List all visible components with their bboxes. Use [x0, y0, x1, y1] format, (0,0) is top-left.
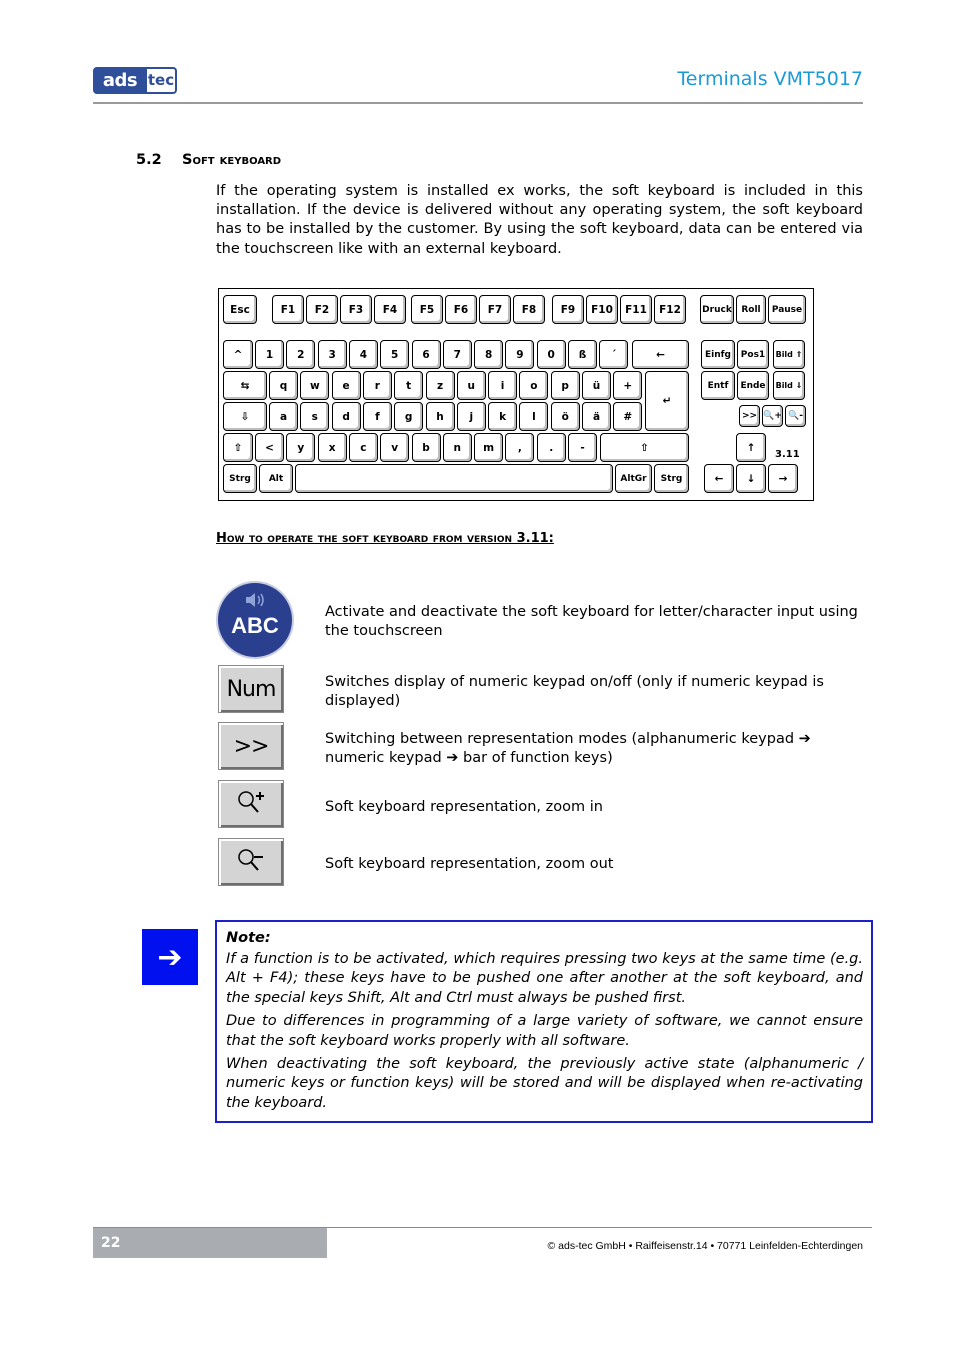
- document-title: Terminals VMT5017: [677, 68, 863, 90]
- note-paragraph: If a function is to be activated, which requires pressing two keys at the same time (e.g. Alt + F4); these keys have to be pushed one after another at the soft keyboard, and the special keys Shift, Alt and Ctrl must always be pushed first.: [226, 951, 863, 1006]
- switch-mode-icon: [218, 722, 284, 770]
- key-function: F9: [552, 295, 584, 324]
- key-enter: ↵: [645, 371, 689, 431]
- key-strg-left: Strg: [223, 464, 257, 493]
- key-function: F10: [586, 295, 618, 324]
- key-letter: r: [363, 371, 392, 400]
- magnifier-minus-icon: [234, 846, 268, 878]
- key-strg-right: Strg: [654, 464, 689, 493]
- soft-keyboard-figure: [218, 288, 814, 501]
- key-mode-switch: >>: [739, 405, 760, 427]
- key-number: ß: [568, 340, 597, 369]
- key-number: 9: [505, 340, 534, 369]
- footer-address: © ads-tec GmbH • Raiffeisenstr.14 • 70771 Leinfelden-Echterdingen: [547, 1240, 863, 1252]
- key-shift-left: ⇧: [223, 433, 253, 462]
- switch-mode-label: >>: [233, 733, 269, 759]
- abc-description: Activate and deactivate the soft keyboard for letter/character input using the touchscreen: [325, 604, 858, 640]
- key-letter: c: [349, 433, 378, 462]
- ads-tec-logo: [93, 67, 177, 94]
- key-letter: w: [300, 371, 329, 400]
- key-letter: <: [255, 433, 284, 462]
- key-letter: g: [394, 402, 423, 431]
- key-esc: Esc: [223, 295, 257, 324]
- key-letter: ä: [582, 402, 611, 431]
- section-number: 5.2: [136, 152, 162, 168]
- key-letter: u: [457, 371, 486, 400]
- key-arrow-right: →: [768, 464, 798, 493]
- page-number: 22: [101, 1235, 121, 1251]
- key-caret: ^: [223, 340, 253, 369]
- key-arrow-left: ←: [704, 464, 734, 493]
- key-letter: .: [537, 433, 566, 462]
- key-number: 4: [349, 340, 378, 369]
- key-letter: d: [332, 402, 361, 431]
- logo-ads-part: ads: [93, 67, 147, 94]
- key-capslock: ⇩: [223, 402, 267, 431]
- key-letter: i: [488, 371, 517, 400]
- key-letter: b: [412, 433, 441, 462]
- key-letter: o: [519, 371, 548, 400]
- key-backspace: ←: [632, 340, 689, 369]
- key-letter: a: [269, 402, 298, 431]
- key-bild-down: Bild ⇓: [773, 371, 805, 400]
- key-entf: Entf: [701, 371, 735, 400]
- key-letter: y: [286, 433, 315, 462]
- zoom-out-icon: [218, 838, 284, 886]
- key-ende: Ende: [737, 371, 769, 400]
- key-function: F3: [340, 295, 372, 324]
- howto-heading: How to operate the soft keyboard from version 3.11:: [216, 531, 554, 546]
- key-letter: m: [474, 433, 503, 462]
- key-function: F4: [374, 295, 406, 324]
- magnifier-plus-icon: [234, 788, 268, 820]
- key-number: ´: [599, 340, 628, 369]
- key-arrow-down: ↓: [736, 464, 766, 493]
- abc-label: ABC: [231, 613, 279, 638]
- key-number: 1: [255, 340, 284, 369]
- key-letter: t: [394, 371, 423, 400]
- key-number: 5: [380, 340, 409, 369]
- key-letter: s: [300, 402, 329, 431]
- key-number: 0: [537, 340, 566, 369]
- key-number: 2: [286, 340, 315, 369]
- num-button-icon: [218, 665, 284, 713]
- section-title: Soft keyboard: [182, 152, 282, 168]
- note-title: Note:: [226, 930, 271, 946]
- key-function: F1: [272, 295, 304, 324]
- key-letter: v: [380, 433, 409, 462]
- key-tab: ⇆: [223, 371, 267, 400]
- key-function: F12: [654, 295, 686, 324]
- key-number: 8: [474, 340, 503, 369]
- key-space: [295, 464, 613, 493]
- key-number: 6: [412, 340, 441, 369]
- key-number: 3: [318, 340, 347, 369]
- key-function: F6: [445, 295, 477, 324]
- key-altgr: AltGr: [615, 464, 652, 493]
- keyboard-version-label: 3.11: [775, 449, 800, 460]
- key-letter: q: [269, 371, 298, 400]
- key-einfg: Einfg: [701, 340, 735, 369]
- logo-tec-part: tec: [147, 67, 177, 94]
- key-letter: #: [613, 402, 642, 431]
- key-letter: j: [457, 402, 486, 431]
- key-function: F2: [306, 295, 338, 324]
- note-paragraph: When deactivating the soft keyboard, the previously active state (alphanumeric / numeric keys or function keys) will be stored and will be displayed when re-activating the keyboard.: [226, 1056, 863, 1111]
- note-box: [215, 920, 873, 1123]
- key-letter: +: [613, 371, 642, 400]
- zoom-in-icon: [218, 780, 284, 828]
- zoom-out-description: Soft keyboard representation, zoom out: [325, 856, 614, 872]
- key-number: 7: [443, 340, 472, 369]
- key-arrow-up: ↑: [736, 433, 766, 462]
- key-function: F11: [620, 295, 652, 324]
- key-function: F8: [513, 295, 545, 324]
- key-letter: f: [363, 402, 392, 431]
- key-letter: ,: [505, 433, 534, 462]
- key-alt: Alt: [259, 464, 293, 493]
- zoom-in-description: Soft keyboard representation, zoom in: [325, 799, 603, 815]
- key-function: F5: [411, 295, 443, 324]
- key-roll: Roll: [736, 295, 766, 324]
- header-divider: [93, 102, 863, 104]
- abc-toggle-icon: [218, 583, 292, 657]
- key-druck: Druck: [700, 295, 734, 324]
- key-pos1: Pos1: [737, 340, 769, 369]
- key-zoom-in: 🔍+: [762, 405, 783, 427]
- key-letter: h: [426, 402, 455, 431]
- key-letter: z: [426, 371, 455, 400]
- key-letter: e: [332, 371, 361, 400]
- key-letter: k: [488, 402, 517, 431]
- intro-paragraph: If the operating system is installed ex works, the soft keyboard is included in this installation. If the device is delivered without any operating system, the soft keyboard has to be installed by the customer. By using the soft keyboard, data can be entered via the touchscreen like with an external keyboard.: [216, 183, 863, 257]
- num-description: Switches display of numeric keypad on/off (only if numeric keypad is displayed): [325, 674, 824, 710]
- num-label: Num: [226, 676, 276, 702]
- key-letter: l: [519, 402, 548, 431]
- key-zoom-out: 🔍-: [785, 405, 806, 427]
- key-bild-up: Bild ⇑: [773, 340, 805, 369]
- key-shift-right: ⇧: [600, 433, 689, 462]
- key-letter: n: [443, 433, 472, 462]
- key-pause: Pause: [768, 295, 806, 324]
- key-letter: x: [318, 433, 347, 462]
- key-letter: ü: [582, 371, 611, 400]
- key-letter: -: [568, 433, 597, 462]
- key-letter: p: [551, 371, 580, 400]
- key-function: F7: [479, 295, 511, 324]
- switch-mode-description: Switching between representation modes (alphanumeric keypad ➔ numeric keypad ➔ bar of function keys): [325, 731, 811, 767]
- note-paragraph: Due to differences in programming of a large variety of software, we cannot ensure that the soft keyboard works properly with all software.: [226, 1013, 863, 1049]
- sound-wave-icon: [245, 593, 267, 607]
- page-number-bar: [93, 1228, 327, 1258]
- note-arrow-icon: ➔: [142, 929, 198, 985]
- key-letter: ö: [551, 402, 580, 431]
